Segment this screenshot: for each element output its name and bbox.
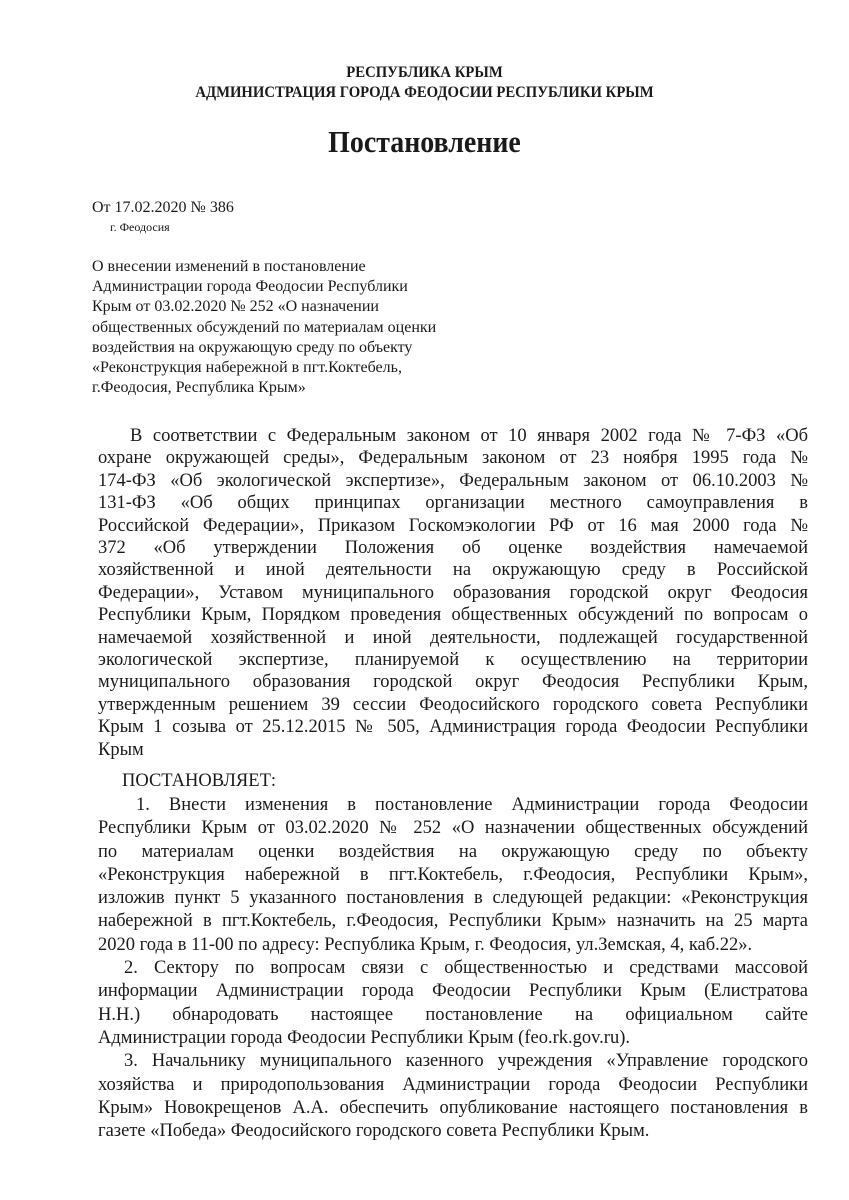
- text-line: Крым» Новокрещенов А.А. обеспечить опубликование настоящего постановления в: [98, 1097, 808, 1118]
- subject-line: общественных обсуждений по материалам оценки: [92, 318, 437, 336]
- text-line: хозяйства и природопользования Администрации города Феодосии Республики: [98, 1074, 808, 1095]
- resolution-item: [98, 794, 808, 957]
- document-title: Постановление: [328, 124, 521, 159]
- text-line: 131-ФЗ «Об общих принципах организации местного самоуправления в: [98, 493, 808, 514]
- text-line: Администрации города Феодосии Республики Крым (feo.rk.gov.ru).: [98, 1027, 630, 1048]
- text-line: намечаемой хозяйственной и иной деятельности, подлежащей государственной: [98, 627, 808, 648]
- text-line: Российской Федерации», Приказом Госкомэкологии РФ от 16 мая 2000 года №: [98, 515, 808, 536]
- text-line: Федерации», Уставом муниципального образования городской округ Феодосия: [98, 582, 808, 603]
- text-line: утвержденным решением 39 сессии Феодосийского городского совета Республики: [98, 694, 808, 715]
- text-line: 174-ФЗ «Об экологической экспертизе», Федеральным законом от 06.10.2003 №: [98, 470, 808, 491]
- text-line: хозяйственной и иной деятельности на окружающую среду в Российской: [98, 560, 808, 581]
- text-line: Крым 1 созыва от 25.12.2015 № 505, Администрация города Феодосии Республики: [98, 717, 808, 738]
- text-line: Крым: [98, 739, 144, 760]
- subject-line: Администрации города Феодосии Республики: [92, 278, 408, 296]
- text-line: 2. Сектору по вопросам связи с общественностью и средствами массовой: [124, 958, 808, 979]
- text-line: по материалам оценки воздействия на окружающую среду по объекту: [98, 841, 808, 862]
- resolution-items: [98, 794, 808, 1143]
- text-line: Н.Н.) обнародовать настоящее постановление на официальном сайте: [98, 1004, 808, 1025]
- text-line: набережной в пгт.Коктебель, г.Феодосия, Республики Крым» назначить на 25 марта: [98, 911, 808, 932]
- subject-line: О внесении изменений в постановление: [92, 258, 366, 275]
- text-line: «Реконструкция набережной в пгт.Коктебель, г.Феодосия, Республики Крым»,: [98, 864, 808, 885]
- subject-line: воздействия на окружающую среду по объекту: [92, 338, 413, 356]
- text-line: Республики Крым от 03.02.2020 № 252 «О назначении общественных обсуждений: [98, 818, 808, 839]
- text-line: экологической экспертизе, планируемой к осуществлению на территории: [98, 650, 808, 671]
- subject-line: г.Феодосия, Республика Крым»: [92, 379, 306, 397]
- text-line: В соответствии с Федеральным законом от 10 января 2002 года № 7-ФЗ «Об: [130, 426, 808, 446]
- text-line: 372 «Об утверждении Положения об оценке воздействия намечаемой: [98, 538, 808, 559]
- text-line: муниципального образования городской округ Феодосия Республики Крым,: [98, 672, 808, 693]
- resolves-heading: ПОСТАНОВЛЯЕТ:: [122, 771, 277, 791]
- text-line: 2020 года в 11-00 по адресу: Республика Крым, г. Феодосия, ул.Земская, 4, каб.22».: [98, 934, 753, 955]
- header-line-2: АДМИНИСТРАЦИЯ ГОРОДА ФЕОДОСИИ РЕСПУБЛИКИ КРЫМ: [195, 84, 654, 101]
- date-number: От 17.02.2020 № 386: [92, 199, 234, 216]
- text-line: изложив пункт 5 указанного постановления в следующей редакции: «Реконструкция: [98, 888, 808, 909]
- resolution-item: [98, 1050, 808, 1143]
- text-line: 1. Внести изменения в постановление Администрации города Феодосии: [136, 795, 808, 815]
- text-line: газете «Победа» Феодосийского городского совета Республики Крым.: [98, 1121, 650, 1142]
- text-line: Республики Крым, Порядком проведения общественных обсуждений по вопросам о: [98, 605, 808, 626]
- text-line: информации Администрации города Феодосии Республики Крым (Елистратова: [98, 981, 808, 1002]
- subject-line: Крым от 03.02.2020 № 252 «О назначении: [92, 298, 379, 316]
- header-line-1: РЕСПУБЛИКА КРЫМ: [346, 64, 503, 81]
- subject-line: «Реконструкция набережной в пгт.Коктебель,: [92, 359, 402, 377]
- text-line: охране окружающей среды», Федеральным законом от 23 ноября 1995 года №: [98, 448, 808, 469]
- resolution-item: [98, 957, 808, 1050]
- paragraph: [98, 425, 808, 761]
- preamble: [98, 425, 808, 761]
- subject-block: [92, 257, 436, 398]
- city: г. Феодосия: [110, 220, 170, 234]
- text-line: 3. Начальнику муниципального казенного учреждения «Управление городского: [124, 1051, 808, 1072]
